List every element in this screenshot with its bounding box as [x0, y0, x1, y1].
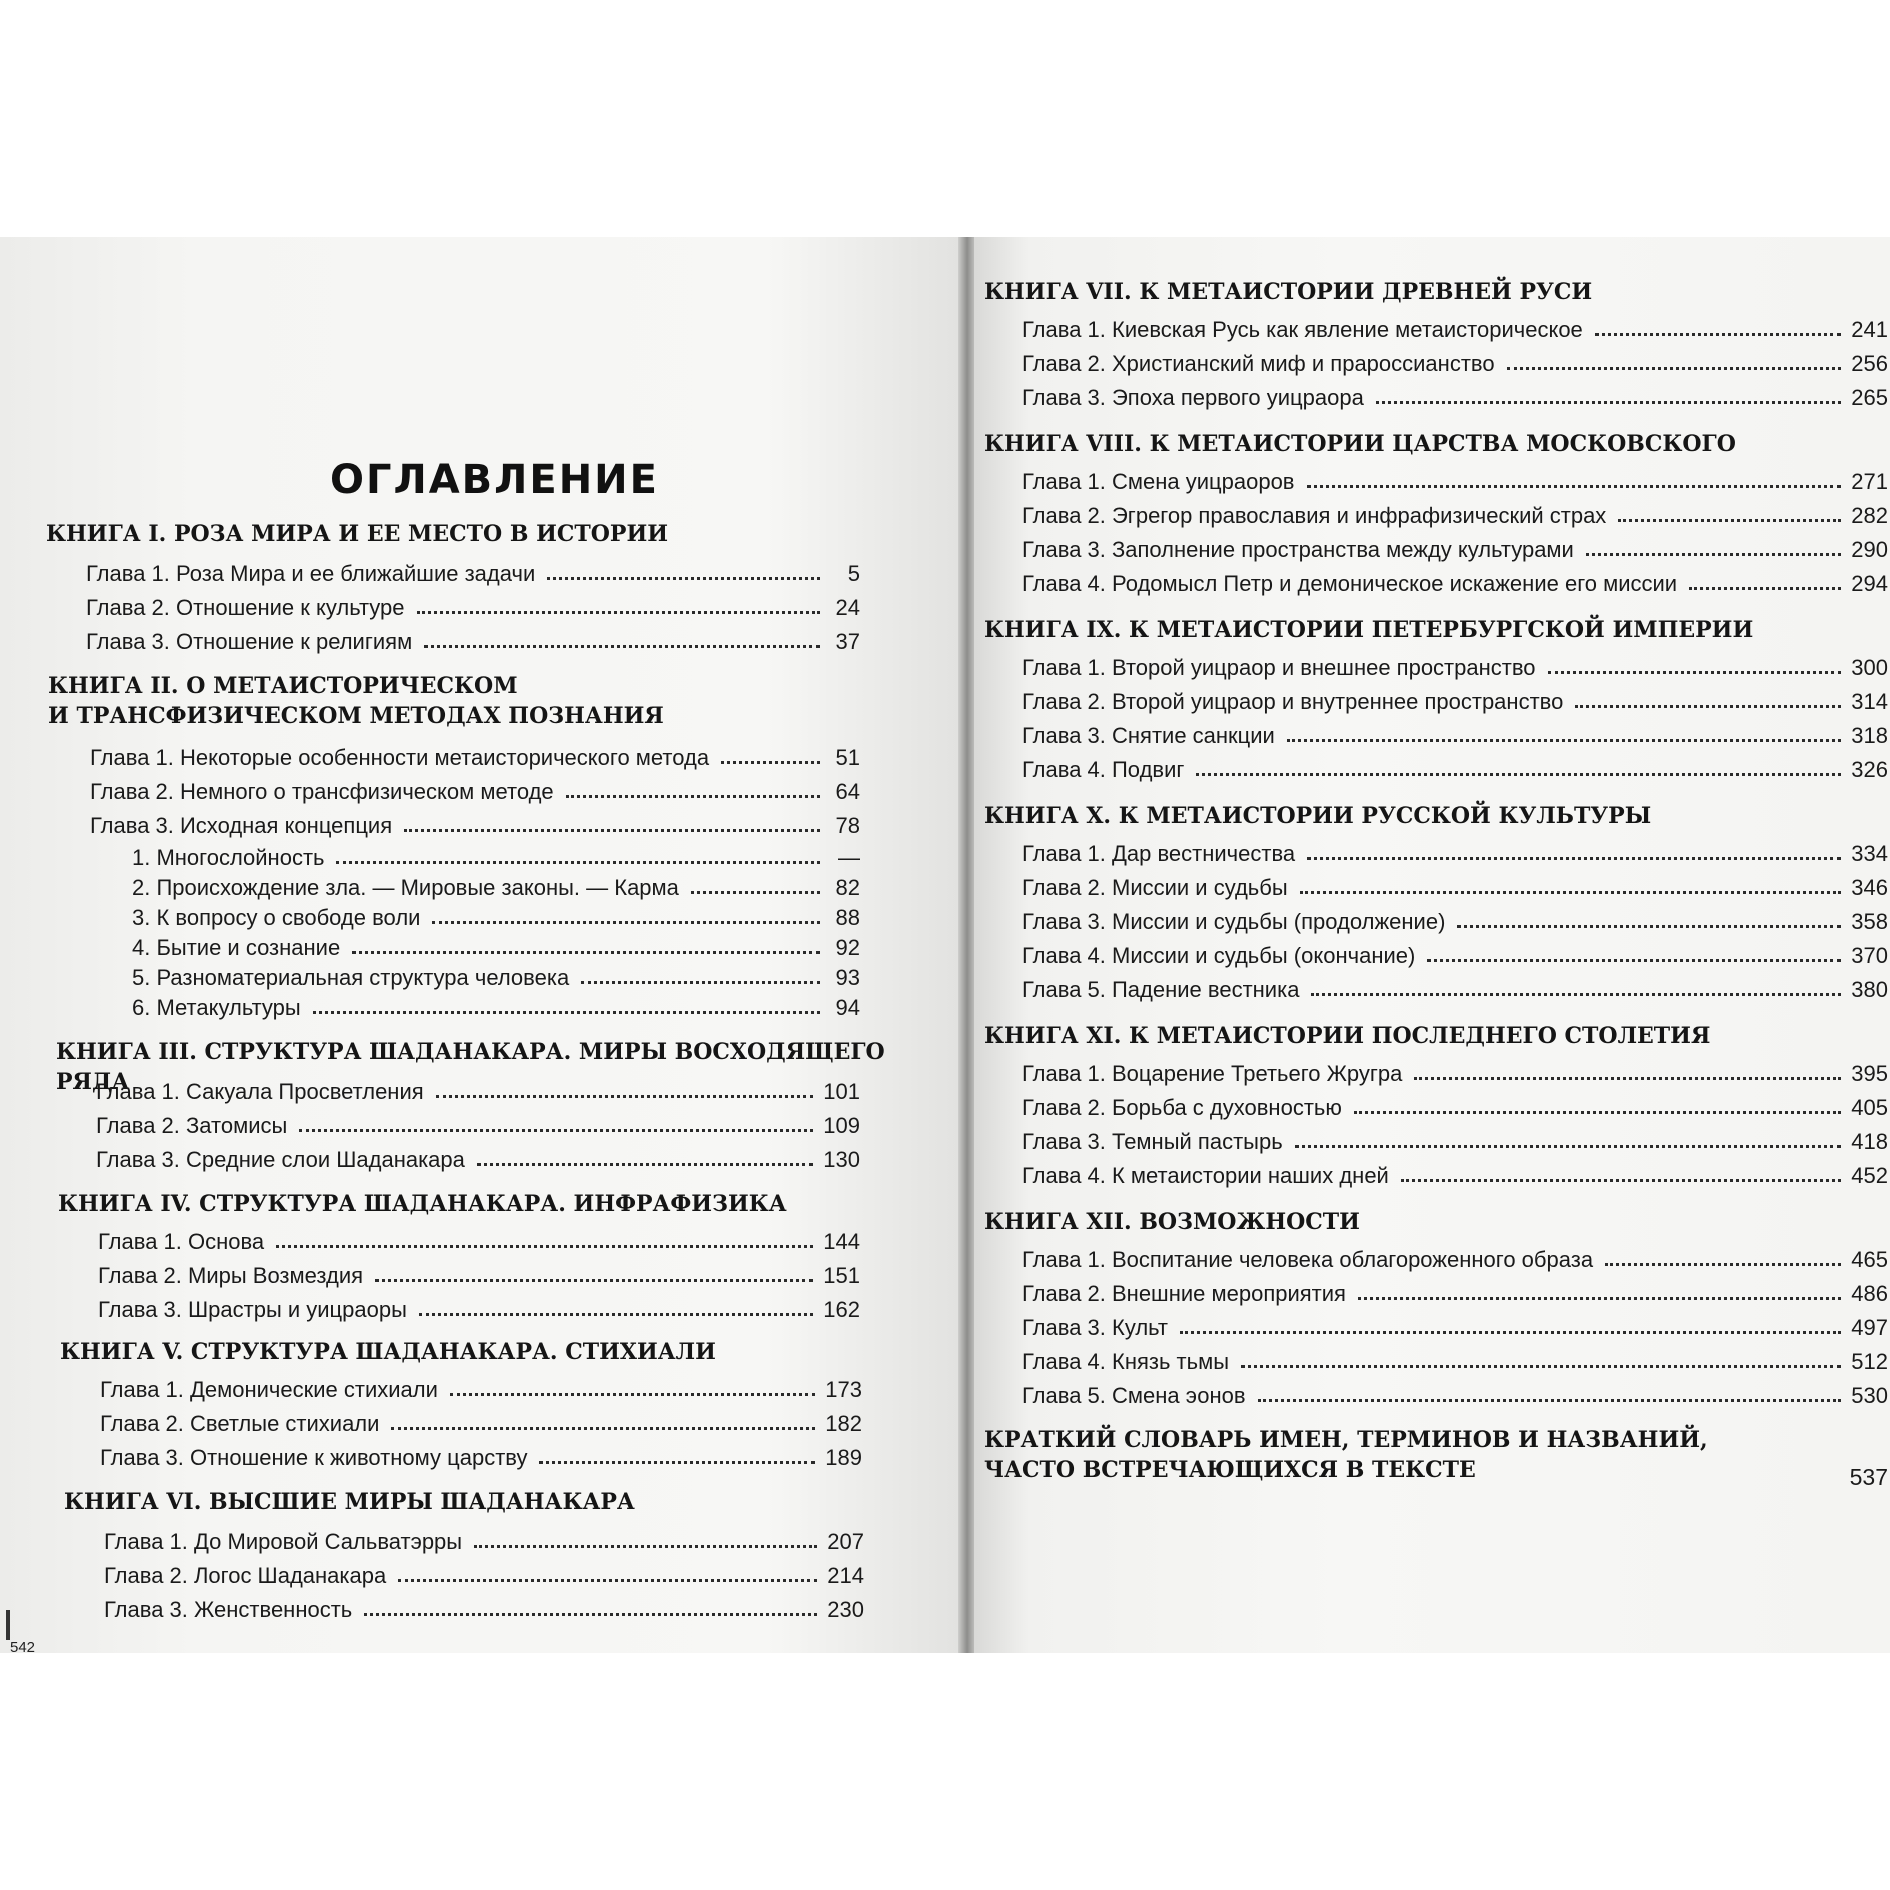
entry-page: 290: [1851, 537, 1888, 562]
toc-entry[interactable]: [1022, 937, 1888, 969]
entry-page: 282: [1851, 503, 1888, 528]
page-title: ОГЛАВЛЕНИЕ: [330, 457, 659, 503]
entry-page: 130: [823, 1147, 860, 1172]
book-spread: [0, 237, 1890, 1653]
entry-label: Глава 1. Некоторые особенности метаисторического метода: [90, 745, 710, 770]
entry-label: Глава 1. Дар вестничества: [1022, 841, 1296, 866]
entry-label: 5. Разноматериальная структура человека: [132, 965, 570, 990]
toc-entry[interactable]: [1022, 971, 1888, 1003]
entry-label: 4. Бытие и сознание: [132, 935, 341, 960]
dot-leader: [566, 795, 820, 798]
toc-entry[interactable]: [1022, 1123, 1888, 1155]
dot-leader: [1605, 1263, 1841, 1266]
toc-entry[interactable]: [1022, 1157, 1888, 1189]
entry-label: 1. Многослойность: [132, 845, 325, 870]
entry-page: 326: [1851, 757, 1888, 782]
toc-entry[interactable]: [98, 1223, 860, 1255]
left-page: [0, 237, 960, 1653]
entry-page: 314: [1851, 689, 1888, 714]
entry-page: 530: [1851, 1383, 1888, 1408]
toc-entry[interactable]: [1022, 869, 1888, 901]
entry-page: 265: [1851, 385, 1888, 410]
toc-entry[interactable]: [96, 1107, 860, 1139]
dot-leader: [1258, 1399, 1842, 1402]
dot-leader: [1354, 1111, 1841, 1114]
book-heading: [48, 671, 664, 731]
dot-leader: [391, 1427, 815, 1430]
dot-leader: [1401, 1179, 1841, 1182]
entry-label: Глава 2. Светлые стихиали: [100, 1411, 380, 1436]
entry-page: 24: [835, 595, 860, 620]
book-heading-line: КРАТКИЙ СЛОВАРЬ ИМЕН, ТЕРМИНОВ И НАЗВАНИЙ,: [984, 1427, 1708, 1453]
toc-entry[interactable]: [1022, 1343, 1888, 1375]
entry-label: Глава 3. Эпоха первого уицраора: [1022, 385, 1364, 410]
entry-label: Глава 1. Киевская Русь как явление метаисторическое: [1022, 317, 1583, 342]
entry-page: 162: [823, 1297, 860, 1322]
toc-entry[interactable]: [1022, 497, 1888, 529]
entry-page: 214: [827, 1563, 864, 1588]
toc-entry[interactable]: [86, 589, 860, 621]
dot-leader: [417, 611, 821, 614]
entry-label: Глава 1. До Мировой Сальватэрры: [104, 1529, 463, 1554]
dot-leader: [1595, 333, 1841, 336]
entry-label: Глава 3. Темный пастырь: [1022, 1129, 1283, 1154]
toc-entry[interactable]: [104, 1591, 864, 1623]
dot-leader: [1376, 401, 1841, 404]
toc-entry[interactable]: [1022, 565, 1888, 597]
entry-label: Глава 3. Женственность: [104, 1597, 353, 1622]
toc-entry[interactable]: [1022, 717, 1888, 749]
entry-label: Глава 5. Смена эонов: [1022, 1383, 1246, 1408]
entry-label: Глава 2. Отношение к культуре: [86, 595, 405, 620]
dot-leader: [1358, 1297, 1841, 1300]
right-page: [974, 237, 1890, 1653]
toc-entry[interactable]: [1022, 311, 1888, 343]
entry-label: Глава 2. Второй уицраор и внутреннее пространство: [1022, 689, 1564, 714]
book-heading: КНИГА IX. К МЕТАИСТОРИИ ПЕТЕРБУРГСКОЙ ИМПЕРИИ: [984, 617, 1754, 643]
book-heading: КНИГА VII. К МЕТАИСТОРИИ ДРЕВНЕЙ РУСИ: [984, 279, 1593, 305]
dot-leader: [721, 761, 820, 764]
toc-entry[interactable]: [104, 1523, 864, 1555]
book-heading: КНИГА VIII. К МЕТАИСТОРИИ ЦАРСТВА МОСКОВСКОГО: [984, 431, 1736, 457]
entry-label: Глава 2. Борьба с духовностью: [1022, 1095, 1342, 1120]
toc-entry[interactable]: [86, 623, 860, 655]
dot-leader: [1196, 773, 1841, 776]
toc-entry[interactable]: [1022, 1089, 1888, 1121]
dot-leader: [419, 1313, 813, 1316]
left-page-content: [0, 237, 960, 1653]
entry-page: —: [838, 845, 860, 870]
entry-page: 334: [1851, 841, 1888, 866]
toc-entry[interactable]: [1022, 683, 1888, 715]
dot-leader: [1548, 671, 1842, 674]
entry-label: Глава 1. Роза Мира и ее ближайшие задачи: [86, 561, 536, 586]
book-heading-line: ЧАСТО ВСТРЕЧАЮЩИХСЯ В ТЕКСТЕ: [984, 1457, 1476, 1483]
toc-entry[interactable]: [1022, 1055, 1888, 1087]
dot-leader: [313, 1011, 820, 1014]
toc-entry[interactable]: [100, 1371, 862, 1403]
entry-page: 82: [835, 875, 860, 900]
entry-label: Глава 3. Отношение к религиям: [86, 629, 413, 654]
entry-page: 51: [835, 745, 860, 770]
entry-label: Глава 2. Миссии и судьбы: [1022, 875, 1288, 900]
toc-subentry[interactable]: [132, 989, 860, 1021]
dot-leader: [474, 1545, 817, 1548]
entry-page: 418: [1851, 1129, 1888, 1154]
entry-label: Глава 1. Воспитание человека облагороженного образа: [1022, 1247, 1594, 1272]
dot-leader: [336, 861, 820, 864]
entry-page: 300: [1851, 655, 1888, 680]
dot-leader: [1427, 959, 1841, 962]
toc-entry[interactable]: [1022, 1377, 1888, 1409]
toc-entry[interactable]: [1022, 463, 1888, 495]
toc-entry[interactable]: [86, 555, 860, 587]
dot-leader: [1457, 925, 1841, 928]
toc-entry[interactable]: [1022, 835, 1888, 867]
dot-leader: [691, 891, 820, 894]
entry-label: Глава 2. Немного о трансфизическом методе: [90, 779, 554, 804]
entry-label: Глава 1. Демонические стихиали: [100, 1377, 438, 1402]
book-heading: КНИГА XII. ВОЗМОЖНОСТИ: [984, 1209, 1360, 1235]
dot-leader: [398, 1579, 817, 1582]
entry-label: Глава 1. Сакуала Просветления: [96, 1079, 424, 1104]
entry-label: Глава 3. Миссии и судьбы (продолжение): [1022, 909, 1446, 934]
entry-label: Глава 1. Смена уицраоров: [1022, 469, 1295, 494]
toc-entry[interactable]: [1022, 345, 1888, 377]
toc-entry[interactable]: [1022, 1309, 1888, 1341]
entry-page: 182: [825, 1411, 862, 1436]
entry-label: Глава 3. Средние слои Шаданакара: [96, 1147, 465, 1172]
dot-leader: [364, 1613, 817, 1616]
entry-label: Глава 4. Князь тьмы: [1022, 1349, 1230, 1374]
entry-page: 94: [835, 995, 860, 1020]
toc-entry[interactable]: [104, 1557, 864, 1589]
toc-entry[interactable]: [96, 1141, 860, 1173]
toc-entry[interactable]: [100, 1405, 862, 1437]
dot-leader: [450, 1393, 815, 1396]
dot-leader: [1241, 1365, 1841, 1368]
entry-page: 380: [1851, 977, 1888, 1002]
entry-page: 497: [1851, 1315, 1888, 1340]
dot-leader: [1307, 485, 1842, 488]
dot-leader: [1618, 519, 1841, 522]
entry-page: 318: [1851, 723, 1888, 748]
entry-label: Глава 3. Исходная концепция: [90, 813, 393, 838]
entry-page: 452: [1851, 1163, 1888, 1188]
entry-page: 512: [1851, 1349, 1888, 1374]
dot-leader: [1295, 1145, 1842, 1148]
entry-label: Глава 2. Внешние мероприятия: [1022, 1281, 1346, 1306]
toc-subentry[interactable]: [132, 899, 860, 931]
book-heading: КНИГА XI. К МЕТАИСТОРИИ ПОСЛЕДНЕГО СТОЛЕТИЯ: [984, 1023, 1711, 1049]
entry-page: 370: [1851, 943, 1888, 968]
entry-page: 5: [847, 561, 860, 586]
toc-entry[interactable]: [90, 807, 860, 839]
toc-entry[interactable]: [1022, 751, 1888, 783]
entry-label: Глава 5. Падение вестника: [1022, 977, 1300, 1002]
entry-page: 101: [823, 1079, 860, 1104]
book-heading: [984, 1425, 1708, 1485]
dot-leader: [1180, 1331, 1841, 1334]
entry-page: 537: [1849, 1464, 1888, 1490]
toc-entry[interactable]: [90, 739, 860, 771]
entry-label: 2. Происхождение зла. — Мировые законы. — Карма: [132, 875, 679, 900]
entry-page: 358: [1851, 909, 1888, 934]
dot-leader: [1586, 553, 1841, 556]
entry-label: 6. Метакультуры: [132, 995, 301, 1020]
toc-entry[interactable]: [90, 773, 860, 805]
dot-leader: [1311, 993, 1841, 996]
entry-page: 294: [1851, 571, 1888, 596]
toc-entry[interactable]: [1022, 379, 1888, 411]
book-heading-line: И ТРАНСФИЗИЧЕСКОМ МЕТОДАХ ПОЗНАНИЯ: [48, 703, 664, 729]
entry-page: 486: [1851, 1281, 1888, 1306]
entry-page: 64: [835, 779, 860, 804]
entry-label: Глава 2. Миры Возмездия: [98, 1263, 364, 1288]
page-number: 542: [10, 1639, 36, 1653]
book-heading: КНИГА III. СТРУКТУРА ШАДАНАКАРА. МИРЫ ВОСХОДЯЩЕГО РЯДА: [56, 1039, 885, 1095]
folio-mark: [6, 1610, 10, 1640]
dot-leader: [1689, 587, 1841, 590]
dot-leader: [1507, 367, 1842, 370]
entry-label: Глава 1. Основа: [98, 1229, 265, 1254]
entry-page: 405: [1851, 1095, 1888, 1120]
entry-page: 92: [835, 935, 860, 960]
entry-label: Глава 3. Заполнение пространства между культурами: [1022, 537, 1574, 562]
toc-entry[interactable]: [1022, 1241, 1888, 1273]
book-heading: КНИГА V. СТРУКТУРА ШАДАНАКАРА. СТИХИАЛИ: [60, 1339, 716, 1365]
dot-leader: [1307, 857, 1841, 860]
dot-leader: [1287, 739, 1841, 742]
dot-leader: [424, 645, 820, 648]
entry-page: 346: [1851, 875, 1888, 900]
entry-label: Глава 1. Второй уицраор и внешнее пространство: [1022, 655, 1536, 680]
entry-label: Глава 3. Отношение к животному царству: [100, 1445, 528, 1470]
toc-entry[interactable]: [98, 1291, 860, 1323]
dot-leader: [477, 1163, 813, 1166]
toc-subentry[interactable]: [132, 959, 860, 991]
toc-entry[interactable]: [96, 1073, 860, 1105]
entry-label: Глава 4. К метаистории наших дней: [1022, 1163, 1389, 1188]
entry-label: Глава 2. Логос Шаданакара: [104, 1563, 387, 1588]
entry-label: Глава 3. Шрастры и уицраоры: [98, 1297, 407, 1322]
entry-page: 241: [1851, 317, 1888, 342]
entry-page: 173: [825, 1377, 862, 1402]
entry-label: Глава 3. Культ: [1022, 1315, 1168, 1340]
entry-label: Глава 2. Затомисы: [96, 1113, 288, 1138]
entry-page: 109: [823, 1113, 860, 1138]
entry-page: 271: [1851, 469, 1888, 494]
dot-leader: [1300, 891, 1842, 894]
entry-page: 230: [827, 1597, 864, 1622]
entry-label: 3. К вопросу о свободе воли: [132, 905, 421, 930]
toc-subentry[interactable]: [132, 839, 860, 871]
dot-leader: [1414, 1077, 1841, 1080]
entry-page: 207: [827, 1529, 864, 1554]
dot-leader: [404, 829, 820, 832]
dot-leader: [436, 1095, 814, 1098]
entry-label: Глава 2. Эгрегор православия и инфрафизический страх: [1022, 503, 1607, 528]
toc-entry[interactable]: [1022, 649, 1888, 681]
dot-leader: [547, 577, 820, 580]
entry-page: 465: [1851, 1247, 1888, 1272]
dot-leader: [375, 1279, 813, 1282]
entry-page: 144: [823, 1229, 860, 1254]
dot-leader: [352, 951, 820, 954]
entry-label: Глава 3. Снятие санкции: [1022, 723, 1275, 748]
toc-subentry[interactable]: [132, 869, 860, 901]
toc-entry[interactable]: [1022, 531, 1888, 563]
toc-entry[interactable]: [1022, 1275, 1888, 1307]
book-heading: КНИГА VI. ВЫСШИЕ МИРЫ ШАДАНАКАРА: [64, 1489, 635, 1515]
book-heading-line: КНИГА II. О МЕТАИСТОРИЧЕСКОМ: [48, 673, 518, 699]
glossary-page[interactable]: [1794, 1459, 1888, 1491]
entry-label: Глава 1. Воцарение Третьего Жругра: [1022, 1061, 1403, 1086]
entry-page: 88: [835, 905, 860, 930]
dot-leader: [299, 1129, 813, 1132]
book-heading: КНИГА IV. СТРУКТУРА ШАДАНАКАРА. ИНФРАФИЗИКА: [58, 1191, 787, 1217]
entry-page: 37: [835, 629, 860, 654]
entry-label: Глава 4. Подвиг: [1022, 757, 1185, 782]
entry-page: 78: [835, 813, 860, 838]
entry-label: Глава 2. Христианский миф и прароссианство: [1022, 351, 1495, 376]
toc-subentry[interactable]: [132, 929, 860, 961]
toc-entry[interactable]: [1022, 903, 1888, 935]
dot-leader: [581, 981, 820, 984]
entry-page: 256: [1851, 351, 1888, 376]
dot-leader: [1575, 705, 1841, 708]
entry-label: Глава 4. Миссии и судьбы (окончание): [1022, 943, 1416, 968]
toc-entry[interactable]: [98, 1257, 860, 1289]
dot-leader: [539, 1461, 815, 1464]
dot-leader: [276, 1245, 813, 1248]
toc-entry[interactable]: [100, 1439, 862, 1471]
right-page-content: [974, 237, 1890, 1653]
dot-leader: [432, 921, 820, 924]
book-heading: КНИГА X. К МЕТАИСТОРИИ РУССКОЙ КУЛЬТУРЫ: [984, 803, 1652, 829]
entry-page: 395: [1851, 1061, 1888, 1086]
entry-page: 189: [825, 1445, 862, 1470]
entry-label: Глава 4. Родомысл Петр и демоническое искажение его миссии: [1022, 571, 1678, 596]
entry-page: 151: [823, 1263, 860, 1288]
entry-page: 93: [835, 965, 860, 990]
book-heading: КНИГА I. РОЗА МИРА И ЕЕ МЕСТО В ИСТОРИИ: [46, 521, 669, 547]
